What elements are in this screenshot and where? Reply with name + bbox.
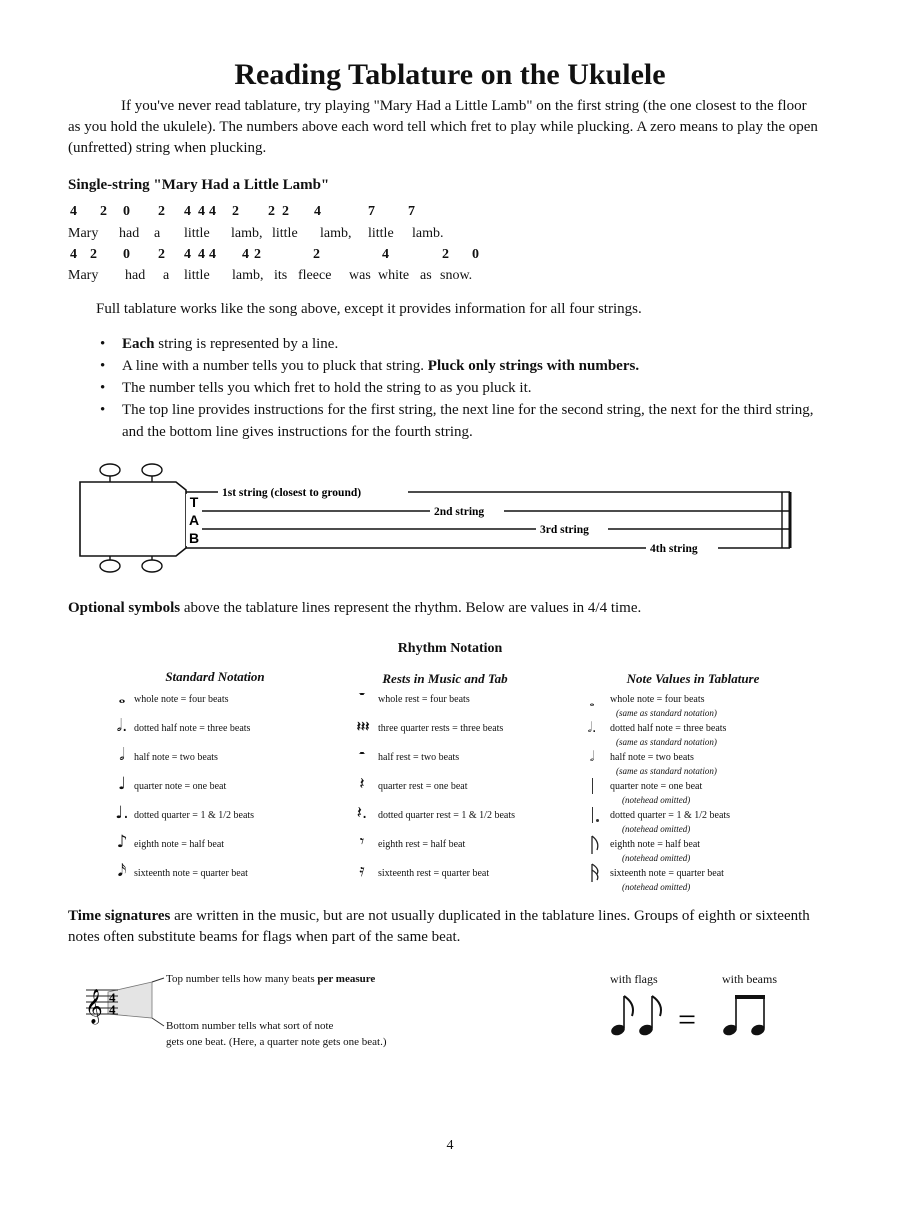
rhythm-row-text: three quarter rests = three beats xyxy=(378,723,504,734)
rhythm-row-text: dotted half note = three beats xyxy=(134,723,251,734)
body-text: are written in the music, but are not usually duplicated in the tablature lines. Groups of eighth or sixteenth notes often substitute beams for flags when part of the same beat. xyxy=(68,908,810,945)
quarter-rest-icon: 𝄽 xyxy=(359,774,365,794)
rhythm-row-text: half note = two beats xyxy=(134,752,218,763)
rhythm-row-text: half rest = two beats xyxy=(378,752,460,763)
list-item xyxy=(100,355,820,377)
fret-number: 2 xyxy=(100,204,107,219)
bold-text: Pluck only strings with numbers. xyxy=(427,358,640,374)
optional-symbols-paragraph xyxy=(68,598,828,619)
dotted-half-note-icon: 𝅗𝅥. xyxy=(116,716,128,736)
list-text: A line with a number tells you to pluck that string. xyxy=(122,358,428,374)
tab-quarter-stem-icon xyxy=(592,778,593,794)
fret-number: 2 xyxy=(90,247,97,262)
bold-text: Optional symbols xyxy=(68,600,181,616)
rhythm-row-subtext: (same as standard notation) xyxy=(616,737,717,747)
eighth-rest-icon: 𝄾 xyxy=(359,832,365,852)
tab-letter: B xyxy=(188,530,200,546)
tab-dotted-quarter-stem-icon xyxy=(592,807,593,823)
eighth-note-icon: ♪ xyxy=(116,832,128,852)
rests-column xyxy=(352,688,572,898)
fret-number: 7 xyxy=(368,204,375,219)
lyric-word: white xyxy=(378,268,410,283)
rhythm-row-subtext: (notehead omitted) xyxy=(622,882,691,892)
lyric-word: had xyxy=(125,268,146,283)
label-text: Top number tells how many beats xyxy=(166,973,318,985)
beam xyxy=(735,995,765,999)
fret-number: 2 xyxy=(232,204,239,219)
body-text: above the tablature lines represent the rhythm. Below are values in 4/4 time. xyxy=(180,600,642,616)
fret-number: 2 xyxy=(268,204,275,219)
fret-number: 4 xyxy=(198,204,205,219)
rhythm-row-text: dotted half note = three beats xyxy=(610,723,727,734)
list-item xyxy=(100,333,820,355)
fret-number: 2 xyxy=(254,247,261,262)
lyric-word: snow. xyxy=(440,268,473,283)
string-label-2: 2nd string xyxy=(434,506,485,518)
list-text: string is represented by a line. xyxy=(154,336,339,352)
headstock xyxy=(80,482,186,556)
tab-dotted-half-note-icon: 𝅗𝅥. xyxy=(587,720,597,736)
rhythm-row-subtext: (same as standard notation) xyxy=(616,766,717,776)
col1-heading: Standard Notation xyxy=(165,669,265,684)
rhythm-row-text: eighth rest = half beat xyxy=(378,839,466,850)
bold-text: Each xyxy=(122,336,155,352)
time-sig-top-number: 4 xyxy=(109,990,116,1005)
half-rest-icon: 𝄼 xyxy=(358,745,366,765)
three-quarter-rests-icon: 𝄽𝄽𝄽 xyxy=(356,719,370,735)
fret-number: 4 xyxy=(382,247,389,262)
rhythm-row-text: quarter rest = one beat xyxy=(378,781,468,792)
intro-paragraph: If you've never read tablature, try playing "Mary Had a Little Lamb" on the first string (the one closest to the floor as you hold the ukulele). The numbers above each word tell which fret to play while plucking. A zero means to play the open (unfretted) string when plucking. xyxy=(68,98,818,156)
fret-number: 4 xyxy=(184,204,191,219)
col2-heading: Rests in Music and Tab xyxy=(382,671,508,686)
rhythm-row-subtext: (notehead omitted) xyxy=(622,824,691,834)
tab-note-values-column xyxy=(582,688,812,903)
single-string-heading: Single-string "Mary Had a Little Lamb" xyxy=(68,177,330,193)
top-number-label xyxy=(166,973,375,985)
whole-note-icon: 𝅝 xyxy=(118,688,126,708)
fret-number: 0 xyxy=(123,247,130,262)
fret-number: 0 xyxy=(472,247,479,262)
treble-clef-icon: 𝄞 xyxy=(85,989,103,1024)
quarter-note-icon: ♩ xyxy=(117,774,127,794)
time-signature-paragraph xyxy=(68,906,828,948)
fret-number: 4 xyxy=(198,247,205,262)
label-bold: per measure xyxy=(317,973,376,985)
full-tab-paragraph: Full tablature works like the song above, except it provides information for all four strings. xyxy=(96,301,642,317)
tab-letter: A xyxy=(188,512,200,528)
tab-half-note-icon: 𝅗𝅥 xyxy=(589,749,595,765)
rhythm-row-text: whole rest = four beats xyxy=(378,694,470,705)
rhythm-row-text: eighth note = half beat xyxy=(610,839,701,850)
rhythm-row-text: eighth note = half beat xyxy=(134,839,225,850)
lyric-word: as xyxy=(420,268,432,283)
fret-number: 7 xyxy=(408,204,415,219)
fret-number: 4 xyxy=(70,204,77,219)
lyric-word: little xyxy=(272,226,298,241)
rhythm-row-text: whole note = four beats xyxy=(134,694,229,705)
dotted-quarter-note-icon: ♩. xyxy=(115,803,129,823)
tab-whole-note-icon: 𝅝 xyxy=(589,695,595,709)
fret-number: 4 xyxy=(242,247,249,262)
fret-number: 2 xyxy=(313,247,320,262)
lyric-word: lamb. xyxy=(412,226,444,241)
lyric-word: fleece xyxy=(298,268,332,283)
rhythm-row-text: quarter note = one beat xyxy=(134,781,227,792)
rhythm-row-text: whole note = four beats xyxy=(610,694,705,705)
tuning-peg xyxy=(100,560,120,572)
fret-number: 2 xyxy=(158,204,165,219)
tuning-peg xyxy=(142,560,162,572)
bottom-number-label-1: Bottom number tells what sort of note xyxy=(166,1020,334,1032)
lyric-word: lamb, xyxy=(231,226,263,241)
song-block xyxy=(68,204,568,284)
half-note-icon: 𝅗𝅥 xyxy=(119,745,125,765)
rhythm-row-text: quarter note = one beat xyxy=(610,781,703,792)
tuning-peg xyxy=(100,464,120,476)
tuning-peg xyxy=(142,464,162,476)
fret-number: 2 xyxy=(442,247,449,262)
fret-number: 0 xyxy=(123,204,130,219)
lyric-word: was xyxy=(349,268,371,283)
tab-eighth-stem-icon xyxy=(588,834,602,856)
equals-sign: = xyxy=(678,1001,697,1037)
lyric-word: little xyxy=(184,226,210,241)
lyric-word: lamb, xyxy=(232,268,264,283)
page-number: 4 xyxy=(446,1138,454,1153)
lyric-word: a xyxy=(154,226,161,241)
rhythm-row-subtext: (notehead omitted) xyxy=(622,853,691,863)
fret-number: 4 xyxy=(209,204,216,219)
rhythm-row-text: dotted quarter rest = 1 & 1/2 beats xyxy=(378,810,515,821)
string-label-3: 3rd string xyxy=(540,524,589,536)
lyric-word: a xyxy=(163,268,170,283)
bullet-list xyxy=(100,333,820,443)
col3-heading: Note Values in Tablature xyxy=(626,671,760,686)
fret-number: 2 xyxy=(282,204,289,219)
fret-number: 2 xyxy=(158,247,165,262)
bottom-number-label-2: gets one beat. (Here, a quarter note gets one beat.) xyxy=(166,1036,387,1048)
list-item xyxy=(100,399,820,443)
whole-rest-icon: 𝄻 xyxy=(358,688,366,708)
sixteenth-note-icon: 𝅘𝅥𝅯 xyxy=(117,861,127,881)
fret-number: 4 xyxy=(209,247,216,262)
rhythm-row-subtext: (same as standard notation) xyxy=(616,708,717,718)
rhythm-row-text: sixteenth rest = quarter beat xyxy=(378,868,490,879)
string-label-1: 1st string (closest to ground) xyxy=(222,487,362,499)
bold-text: Time signatures xyxy=(68,908,171,924)
page-title: Reading Tablature on the Ukulele xyxy=(234,58,666,91)
lyric-word: Mary xyxy=(68,268,99,283)
fret-number: 4 xyxy=(314,204,321,219)
string-label-4: 4th string xyxy=(650,543,698,555)
with-flags-label: with flags xyxy=(610,972,658,986)
rhythm-row-subtext: (notehead omitted) xyxy=(622,795,691,805)
list-text: The top line provides instructions for the first string, the next line for the second string, the next for the third string, and the bottom line gives instructions for the fourth string. xyxy=(122,402,814,440)
rhythm-row-text: half note = two beats xyxy=(610,752,694,763)
list-text: The number tells you which fret to hold the string to as you pluck it. xyxy=(122,380,532,396)
flags-vs-beams-diagram xyxy=(606,990,796,1040)
rhythm-heading: Rhythm Notation xyxy=(397,641,503,656)
lyric-word: Mary xyxy=(68,226,99,241)
lyric-word: little xyxy=(368,226,394,241)
lyric-word: lamb, xyxy=(320,226,352,241)
lyric-word: had xyxy=(119,226,140,241)
lyric-word: little xyxy=(184,268,210,283)
tablature-diagram xyxy=(68,458,798,578)
rhythm-row-text: dotted quarter = 1 & 1/2 beats xyxy=(134,810,255,821)
dotted-quarter-rest-icon: 𝄽. xyxy=(356,803,368,823)
tab-sixteenth-stem-icon xyxy=(588,862,602,884)
with-beams-label: with beams xyxy=(722,972,777,986)
rhythm-row-text: sixteenth note = quarter beat xyxy=(610,868,724,879)
lyric-word: its xyxy=(274,268,288,283)
rhythm-row-text: dotted quarter = 1 & 1/2 beats xyxy=(610,810,731,821)
list-item xyxy=(100,377,820,399)
tab-letter: T xyxy=(189,494,199,510)
time-sig-bottom-number: 4 xyxy=(109,1002,116,1017)
sixteenth-rest-icon: 𝄿 xyxy=(359,861,365,881)
fret-number: 4 xyxy=(70,247,77,262)
rhythm-row-text: sixteenth note = quarter beat xyxy=(134,868,248,879)
fret-number: 4 xyxy=(184,247,191,262)
standard-notation-column xyxy=(112,688,312,898)
